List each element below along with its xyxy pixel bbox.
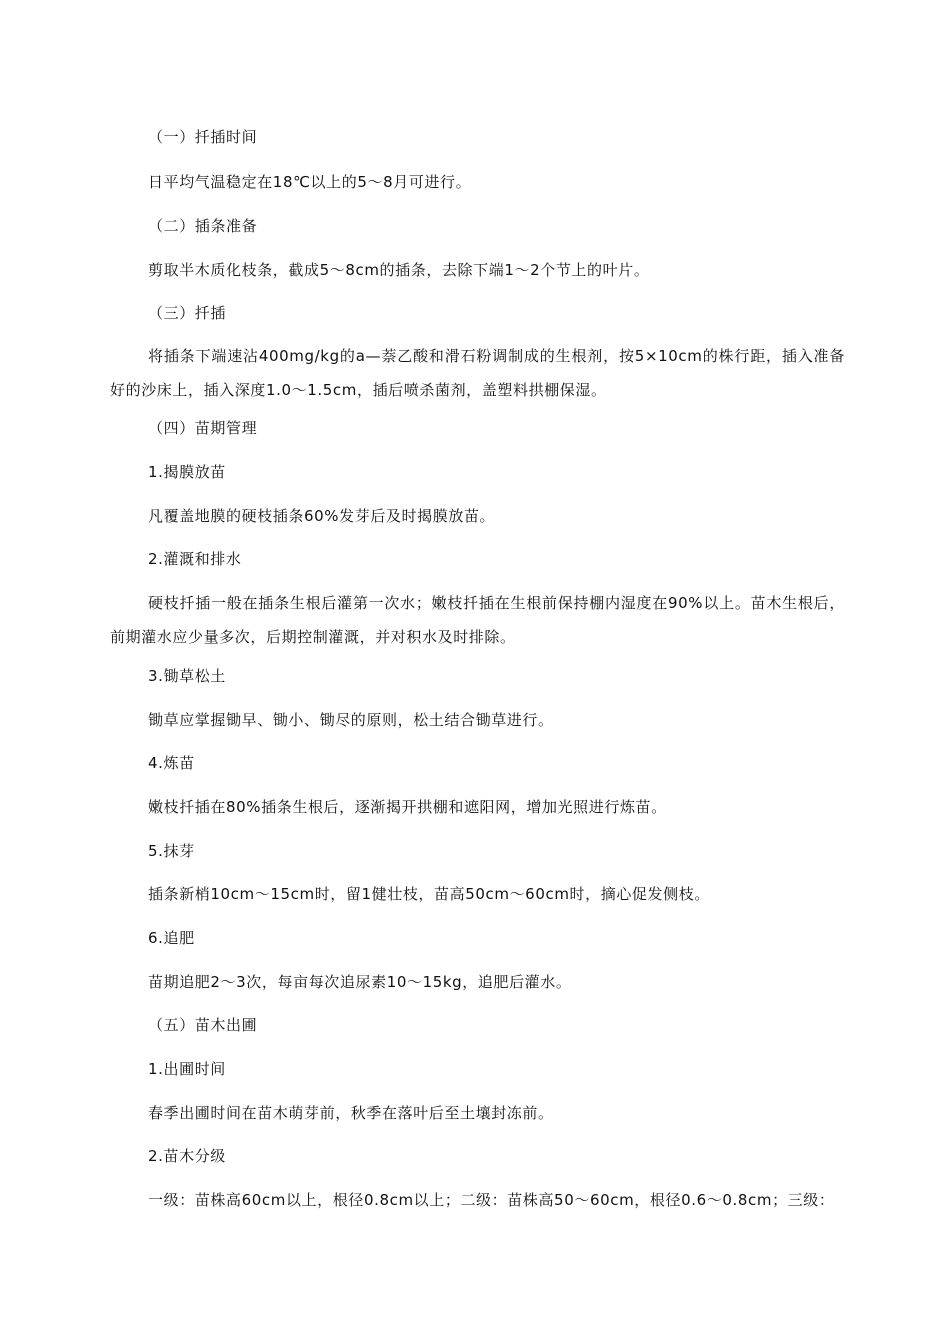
paragraph-grading: 一级：苗株高60cm以上，根径0.8cm以上；二级：苗株高50～60cm，根径0.6～0.8cm；三级： (148, 1191, 835, 1209)
paragraph-cutting: 将插条下端速沾400mg/kg的a—萘乙酸和滑石粉调制成的生根剂，按5×10cm的株行距，插入准备好的沙床上，插入深度1.0～1.5cm，插后喷杀菌剂，盖塑料拱棚保湿。 (110, 347, 845, 399)
paragraph-hardening: 嫩枝扦插在80%插条生根后，逐渐揭开拱棚和遮阳网，增加光照进行炼苗。 (148, 798, 667, 816)
paragraph-film-removal: 凡覆盖地膜的硬枝插条60%发芽后及时揭膜放苗。 (148, 507, 496, 525)
subheading-grading: 2.苗木分级 (148, 1147, 226, 1165)
paragraph-exit-time: 春季出圃时间在苗木萌芽前，秋季在落叶后至土壤封冻前。 (148, 1104, 554, 1122)
heading-cutting-time: （一）扦插时间 (148, 128, 258, 146)
subheading-exit-time: 1.出圃时间 (148, 1060, 226, 1078)
subheading-irrigation: 2.灌溉和排水 (148, 550, 242, 568)
paragraph-weeding: 锄草应掌握锄早、锄小、锄尽的原则，松土结合锄草进行。 (148, 711, 554, 729)
heading-nursery-exit: （五）苗木出圃 (148, 1016, 258, 1034)
subheading-hardening: 4.炼苗 (148, 754, 195, 772)
paragraph-fertilizing: 苗期追肥2～3次，每亩每次追尿素10～15kg，追肥后灌水。 (148, 973, 572, 991)
subheading-bud-removal: 5.抹芽 (148, 842, 195, 860)
paragraph-irrigation: 硬枝扦插一般在插条生根后灌第一次水；嫩枝扦插在生根前保持棚内湿度在90%以上。苗木生根后，前期灌水应少量多次，后期控制灌溉，并对积水及时排除。 (110, 594, 845, 646)
heading-seedling-management: （四）苗期管理 (148, 419, 258, 437)
paragraph-cutting-time: 日平均气温稳定在18℃以上的5～8月可进行。 (148, 173, 472, 191)
paragraph-bud-removal: 插条新梢10cm～15cm时，留1健壮枝，苗高50cm～60cm时，摘心促发侧枝。 (148, 885, 710, 903)
subheading-weeding: 3.锄草松土 (148, 667, 226, 685)
subheading-film-removal: 1.揭膜放苗 (148, 463, 226, 481)
subheading-fertilizing: 6.追肥 (148, 929, 195, 947)
paragraph-cutting-preparation: 剪取半木质化枝条，截成5～8cm的插条，去除下端1～2个节上的叶片。 (148, 261, 650, 279)
heading-cutting: （三）扦插 (148, 304, 227, 322)
heading-cutting-preparation: （二）插条准备 (148, 217, 258, 235)
